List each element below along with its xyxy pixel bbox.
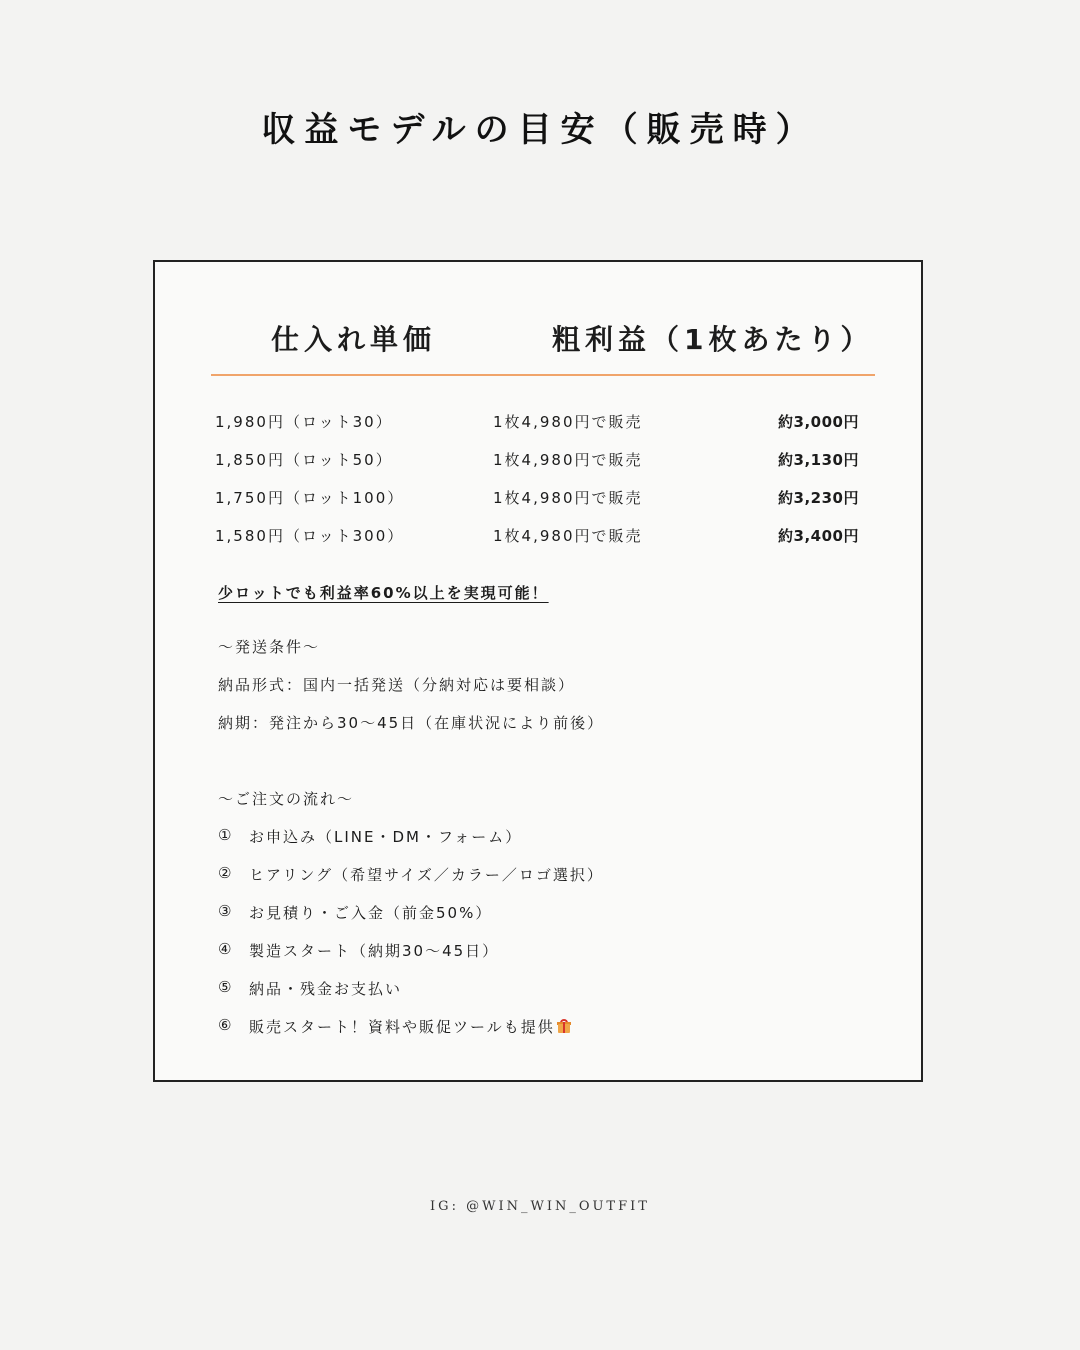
page-title: 収益モデルの目安（販売時） bbox=[261, 110, 819, 150]
profit-cell: 約3,400円 bbox=[778, 527, 859, 545]
cost-cell: 1,750円（ロット100） bbox=[215, 489, 405, 507]
step-number: ⑤ bbox=[218, 978, 234, 996]
shipping-heading: 〜発送条件〜 bbox=[218, 638, 321, 656]
instagram-handle: IG: @WIN_WIN_OUTFIT bbox=[430, 1199, 650, 1214]
delivery-format: 納品形式：国内一括発送（分納対応は要相談） bbox=[218, 676, 576, 694]
order-step bbox=[218, 1016, 604, 1054]
profit-highlight: 少ロットでも利益率60%以上を実現可能！ bbox=[218, 584, 549, 602]
cost-cell: 1,580円（ロット300） bbox=[215, 527, 405, 545]
header-divider bbox=[211, 374, 875, 376]
order-flow bbox=[218, 788, 604, 1054]
shipping-conditions bbox=[218, 636, 604, 750]
order-step bbox=[218, 864, 604, 902]
revenue-model-card bbox=[153, 260, 923, 1082]
cost-cell: 1,980円（ロット30） bbox=[215, 413, 393, 431]
step-number: ③ bbox=[218, 902, 234, 920]
step-text bbox=[249, 1016, 571, 1054]
step-text-label: 販売スタート！資料や販促ツールも提供 bbox=[249, 1018, 555, 1036]
table-row bbox=[215, 482, 859, 520]
profit-cell: 約3,230円 bbox=[778, 489, 859, 507]
profit-cell: 約3,130円 bbox=[778, 451, 859, 469]
table-row bbox=[215, 520, 859, 558]
sale-cell: 1枚4,980円で販売 bbox=[493, 413, 643, 431]
profit-cell: 約3,000円 bbox=[778, 413, 859, 431]
step-number: ② bbox=[218, 864, 234, 882]
sale-cell: 1枚4,980円で販売 bbox=[493, 489, 643, 507]
cost-cell: 1,850円（ロット50） bbox=[215, 451, 393, 469]
header-cost: 仕入れ単価 bbox=[271, 323, 437, 356]
order-flow-heading: 〜ご注文の流れ〜 bbox=[218, 790, 355, 808]
step-text: お申込み（LINE・DM・フォーム） bbox=[249, 828, 523, 846]
step-number: ④ bbox=[218, 940, 234, 958]
step-number: ① bbox=[218, 826, 234, 844]
table-row bbox=[215, 444, 859, 482]
step-text: 製造スタート（納期30〜45日） bbox=[249, 942, 500, 960]
step-number: ⑥ bbox=[218, 1016, 234, 1034]
order-step bbox=[218, 902, 604, 940]
sale-cell: 1枚4,980円で販売 bbox=[493, 451, 643, 469]
order-step bbox=[218, 826, 604, 864]
gift-icon bbox=[557, 1019, 571, 1033]
step-text: お見積り・ご入金（前金50%） bbox=[249, 904, 493, 922]
step-text: ヒアリング（希望サイズ／カラー／ロゴ選択） bbox=[249, 866, 604, 884]
sale-cell: 1枚4,980円で販売 bbox=[493, 527, 643, 545]
lead-time: 納期：発注から30〜45日（在庫状況により前後） bbox=[218, 714, 605, 732]
header-profit: 粗利益（1枚あたり） bbox=[552, 323, 874, 356]
pricing-table bbox=[215, 406, 859, 558]
order-step bbox=[218, 978, 604, 1016]
step-text: 納品・残金お支払い bbox=[249, 980, 403, 998]
order-step bbox=[218, 940, 604, 978]
table-row bbox=[215, 406, 859, 444]
